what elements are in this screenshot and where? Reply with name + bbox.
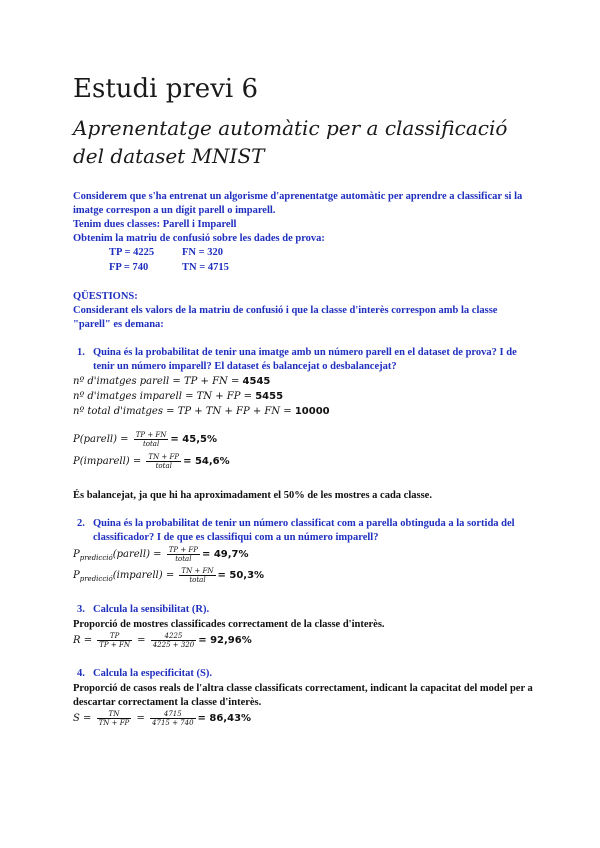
- q1-equation-parell: nº d'imatges parell = TP + FN = 4545: [73, 376, 271, 387]
- q3-formula: R = $\frac{TP}{TP + FN}$ = $\frac{4225}{4225 + 320}$ = 92,96%: [73, 632, 252, 649]
- question-3-number: 3.: [77, 604, 85, 615]
- matrix-tp: TP = 4225: [109, 247, 155, 258]
- questions-intro: Considerant els valors de la matriu de confusió i que la classe d'interès correspon amb la classe "parell" es demana:: [73, 305, 498, 330]
- page-title: Estudi previ 6: [73, 74, 259, 104]
- matrix-tn: TN = 4715: [182, 262, 229, 273]
- matrix-fn: FN = 320: [182, 247, 223, 258]
- q1-prob-imparell: P(imparell) = $\frac{TN + FP}{\text{total}}$ = 54,6%: [73, 453, 230, 470]
- question-1-text: Quina és la probabilitat de tenir una imatge amb un número parell en el dataset de prova? I de tenir un número imparell? El dataset és balancejat o desbalancejat?: [93, 347, 517, 372]
- intro-paragraph: Considerem que s'ha entrenat un algorisme d'aprenentatge automàtic per aprendre a classificar si la imatge correspon a un dígit parell o imparell.: [73, 191, 523, 216]
- q4-description: Proporció de casos reals de l'altra classe classificats correctament, indicant la capacitat del model per a descartar correctament la classe d'interès.: [73, 683, 533, 708]
- matrix-fp: FP = 740: [109, 262, 149, 273]
- question-2-text: Quina és la probabilitat de tenir un número classificat com a parella obtinguda a la sortida del classificador? I de que es classifiqui com a un número imparell?: [93, 518, 515, 543]
- q4-formula: S = $\frac{TN}{TN + FP}$ = $\frac{4715}{4715 + 740}$ = 86,43%: [73, 710, 252, 727]
- questions-heading: QÜESTIONS:: [73, 291, 138, 302]
- intro-matrix: Obtenim la matriu de confusió sobre les dades de prova:: [73, 233, 325, 244]
- q1-equation-total: nº total d'imatges = TP + TN + FP + FN = 10000: [73, 406, 330, 417]
- question-2-number: 2.: [77, 518, 85, 529]
- page-subtitle: Aprenentatge automàtic per a classificació del dataset MNIST: [73, 116, 508, 168]
- question-3: [77, 603, 533, 617]
- q2-prob-parell: $P_{predicció}(parell)$ = $\frac{TP + FP}{\text{total}}$ = 49,7%: [73, 546, 249, 563]
- q1-equation-imparell: nº d'imatges imparell = TN + FP = 5455: [73, 391, 284, 402]
- question-4-text: Calcula la especificitat (S).: [93, 668, 212, 679]
- q2-prob-imparell: $P_{predicció}(imparell)$ = $\frac{TN + FN}{\text{total}}$ = 50,3%: [73, 567, 265, 584]
- question-4: [77, 667, 533, 681]
- q3-description: Proporció de mostres classificades correctament de la classe d'interès.: [73, 619, 385, 630]
- question-2: [77, 517, 533, 545]
- q1-prob-parell: P(parell) = $\frac{TP + FN}{\text{total}}$ = 45,5%: [73, 431, 217, 448]
- question-3-text: Calcula la sensibilitat (R).: [93, 604, 210, 615]
- question-4-number: 4.: [77, 668, 85, 679]
- question-1-number: 1.: [77, 347, 85, 358]
- question-1: [77, 346, 533, 374]
- intro-classes: Tenim dues classes: Parell i Imparell: [73, 219, 237, 230]
- q1-answer: És balancejat, ja que hi ha aproximadament el 50% de les mostres a cada classe.: [73, 490, 432, 501]
